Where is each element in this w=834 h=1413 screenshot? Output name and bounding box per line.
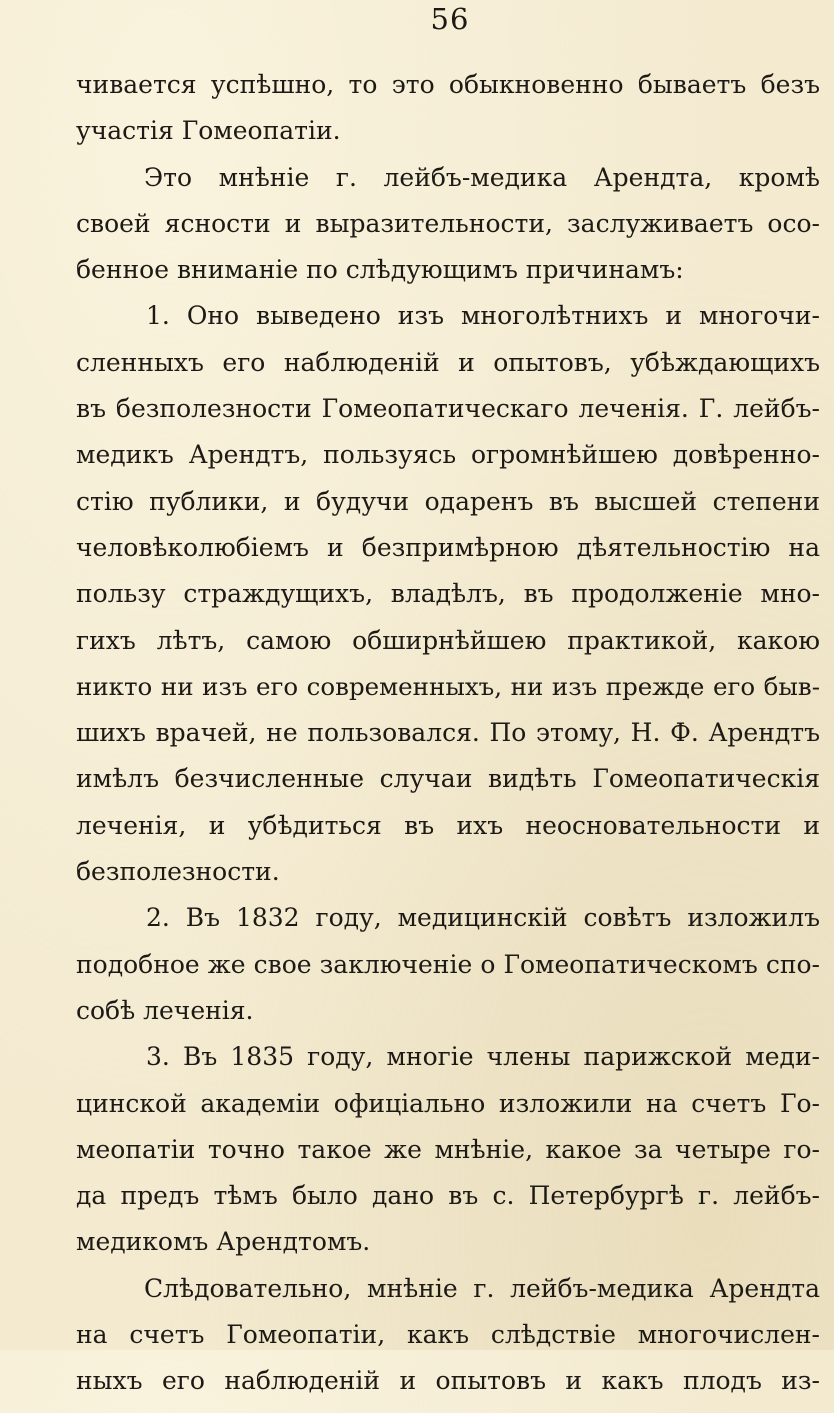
text-line: 3. Въ 1835 году, многіе члены парижской меди- — [146, 1042, 820, 1072]
text-line: ныхъ его наблюденій и опытовъ и какъ плодъ из- — [76, 1366, 820, 1396]
text-line: чивается успѣшно, то это обыкновенно бываетъ безъ — [76, 70, 820, 99]
text-line: бенное вниманіе по слѣдующимъ причинамъ: — [76, 255, 684, 285]
text-line: собѣ леченія. — [76, 995, 254, 1025]
text-line: безполезности. — [76, 857, 280, 887]
text-line: леченія, и убѣдиться въ ихъ неосновательности и — [76, 810, 820, 840]
text-line: своей ясности и выразительности, заслуживаетъ осо- — [76, 208, 820, 238]
text-line: на счетъ Гомеопатіи, какъ слѣдствіе многочислен- — [76, 1320, 820, 1350]
text-line: цинской академіи офиціально изложили на счетъ Го- — [76, 1088, 820, 1118]
text-line: никто ни изъ его современныхъ, ни изъ прежде его быв- — [76, 671, 820, 701]
text-line: имѣлъ безчисленные случаи видѣть Гомеопатическія — [76, 764, 820, 794]
text-line: меопатіи точно такое же мнѣніе, какое за четыре го- — [76, 1134, 820, 1164]
text-line: гихъ лѣтъ, самою обширнѣйшею практикой, какою — [76, 625, 820, 655]
page-number: 56 — [430, 2, 470, 36]
text-line: Это мнѣніе г. лейбъ-медика Арендта, кромѣ — [144, 162, 820, 192]
text-line: подобное же свое заключеніе о Гомеопатическомъ спо- — [76, 949, 820, 979]
text-line: пользу страждущихъ, владѣлъ, въ продолженіе мно- — [76, 579, 820, 609]
text-line: 1. Оно выведено изъ многолѣтнихъ и многочи- — [146, 301, 820, 331]
text-line: Слѣдовательно, мнѣніе г. лейбъ-медика Арендта — [144, 1273, 820, 1303]
body-text — [76, 70, 820, 1413]
text-line: стію публики, и будучи одаренъ въ высшей степени — [76, 486, 820, 516]
text-line: да предъ тѣмъ было дано въ с. Петербургѣ г. лейбъ- — [76, 1181, 820, 1211]
text-line: въ безполезности Гомеопатическаго леченія. Г. лейбъ- — [76, 394, 820, 424]
text-line: медикъ Арендтъ, пользуясь огромнѣйшею довѣренно- — [76, 440, 820, 470]
text-line: медикомъ Арендтомъ. — [76, 1227, 371, 1257]
text-line: 2. Въ 1832 году, медицинскій совѣтъ изложилъ — [146, 903, 820, 933]
text-line: человѣколюбіемъ и безпримѣрною дѣятельностію на — [76, 532, 820, 562]
text-line: участія Гомеопатіи. — [76, 116, 341, 146]
text-line: шихъ врачей, не пользовался. По этому, Н. Ф. Арендтъ — [76, 718, 820, 748]
text-line: сленныхъ его наблюденій и опытовъ, убѣждающихъ — [76, 347, 820, 377]
